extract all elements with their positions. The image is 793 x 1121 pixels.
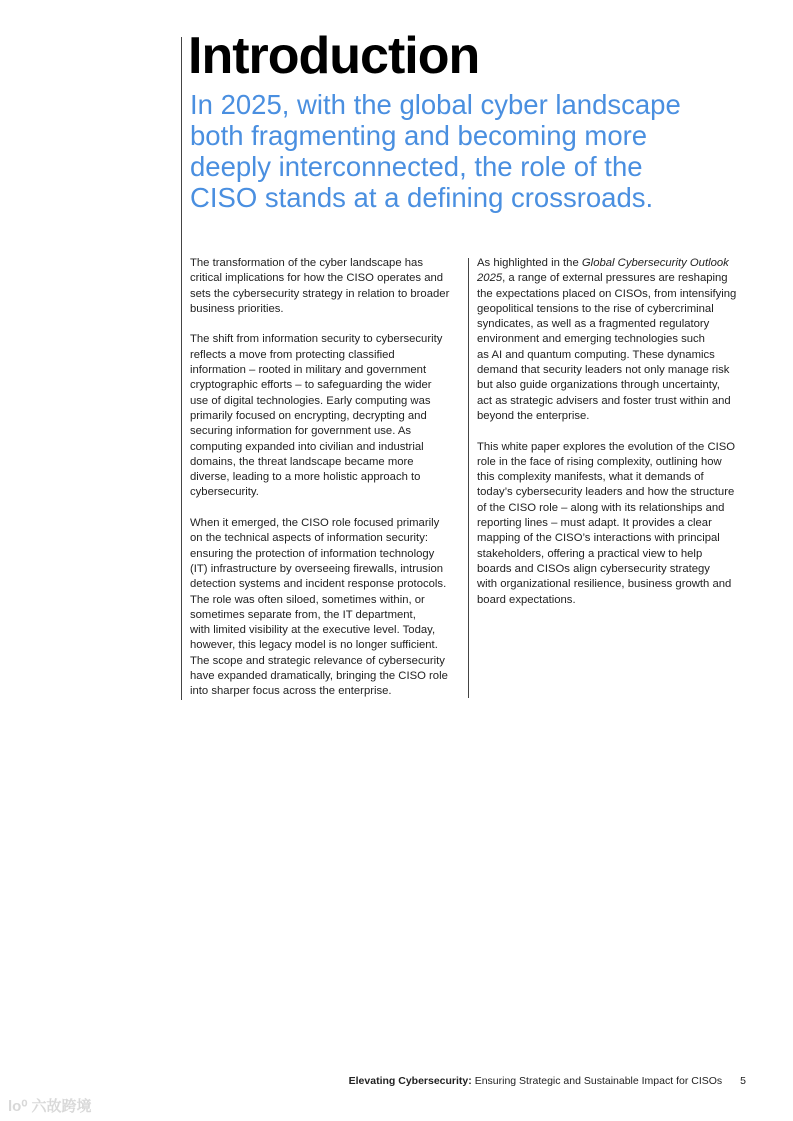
lede-line: deeply interconnected, the role of the xyxy=(190,151,643,182)
left-body-column xyxy=(190,256,462,715)
text-line: (IT) infrastructure by overseeing firewalls, intrusion xyxy=(190,562,444,575)
text-line: The role was often siloed, sometimes within, or xyxy=(190,593,425,606)
column-divider-rule xyxy=(468,258,469,698)
text-line: boards and CISOs align cybersecurity strategy xyxy=(477,562,710,575)
text-fragment: , a range of external pressures are reshaping xyxy=(502,272,728,285)
text-line: cryptographic efforts – to safeguarding the wider xyxy=(190,379,432,392)
body-paragraph-2 xyxy=(190,332,462,500)
text-line: ensuring the protection of information technology xyxy=(190,547,435,560)
text-line: domains, the threat landscape became more xyxy=(190,455,414,468)
body-paragraph-3 xyxy=(190,516,462,700)
lede-line: In 2025, with the global cyber landscape xyxy=(190,89,681,120)
text-line: critical implications for how the CISO operates and xyxy=(190,272,444,285)
watermark-logo: lo⁰ 六故跨境 xyxy=(8,1098,92,1115)
intro-text: As highlighted in the xyxy=(477,257,582,269)
page-footer xyxy=(349,1075,746,1087)
text-line: this complexity manifests, what it demands of xyxy=(477,471,704,484)
page-title: Introduction xyxy=(188,27,480,85)
text-line: mapping of the CISO’s interactions with principal xyxy=(477,532,720,545)
text-line: detection systems and incident response protocols. xyxy=(190,578,447,591)
text-line xyxy=(477,256,749,271)
text-line: primarily focused on encrypting, decrypting and xyxy=(190,409,427,422)
text-line: diverse, leading to a more holistic approach to xyxy=(190,471,421,484)
text-line: act as strategic advisers and foster trust within and xyxy=(477,394,731,407)
text-line: with limited visibility at the executive level. Today, xyxy=(190,624,436,637)
footer-publication-title: Elevating Cybersecurity: xyxy=(348,1075,472,1087)
text-line: reporting lines – must adapt. It provides a clear xyxy=(477,517,712,530)
text-line: however, this legacy model is no longer sufficient. xyxy=(190,639,438,652)
text-line: information – rooted in military and government xyxy=(190,364,427,377)
text-line: of the CISO role – along with its relationships and xyxy=(477,501,725,514)
text-line: The transformation of the cyber landscape has xyxy=(190,257,423,269)
text-line: geopolitical tensions to the rise of cybercriminal xyxy=(477,302,714,315)
body-paragraph-4 xyxy=(477,256,749,424)
text-line xyxy=(477,271,749,286)
text-line: The shift from information security to cybersecurity xyxy=(190,333,443,346)
report-year-citation: 2025 xyxy=(477,272,503,285)
text-line: securing information for government use. As xyxy=(190,425,412,438)
text-line: as AI and quantum computing. These dynamics xyxy=(477,348,715,361)
text-line: today’s cybersecurity leaders and how the structure xyxy=(477,486,735,499)
text-line: environment and emerging technologies such xyxy=(477,333,705,346)
left-vertical-rule xyxy=(181,37,182,700)
text-line: role in the face of rising complexity, outlining how xyxy=(477,455,722,468)
text-line: cybersecurity. xyxy=(190,486,259,499)
page-number: 5 xyxy=(740,1075,746,1087)
right-body-column xyxy=(477,256,749,623)
text-line: the expectations placed on CISOs, from intensifying xyxy=(477,287,737,300)
text-line: board expectations. xyxy=(477,593,576,606)
text-line: The scope and strategic relevance of cybersecurity xyxy=(190,654,445,667)
text-line: have expanded dramatically, bringing the CISO role xyxy=(190,670,448,683)
text-line: beyond the enterprise. xyxy=(477,409,590,422)
body-paragraph-5 xyxy=(477,440,749,608)
text-line: with organizational resilience, business growth and xyxy=(477,578,732,591)
text-line: use of digital technologies. Early computing was xyxy=(190,394,431,407)
text-line: into sharper focus across the enterprise. xyxy=(190,685,392,698)
text-line: syndicates, as well as a fragmented regulatory xyxy=(477,318,710,331)
report-title-citation: Global Cybersecurity Outlook xyxy=(581,257,729,269)
text-line: on the technical aspects of information security: xyxy=(190,532,428,545)
text-line: computing expanded into civilian and industrial xyxy=(190,440,424,453)
text-line: business priorities. xyxy=(190,302,284,315)
text-line: demand that security leaders not only manage risk xyxy=(477,364,730,377)
lede-heading xyxy=(190,89,690,213)
text-line: When it emerged, the CISO role focused primarily xyxy=(190,517,440,530)
text-line: This white paper explores the evolution of the CISO xyxy=(477,440,736,453)
text-line: sets the cybersecurity strategy in relation to broader xyxy=(190,287,450,300)
lede-line: CISO stands at a defining crossroads. xyxy=(190,182,654,213)
text-line: stakeholders, offering a practical view to help xyxy=(477,547,703,560)
lede-line: both fragmenting and becoming more xyxy=(190,120,648,151)
text-line: reflects a move from protecting classified xyxy=(190,348,395,361)
body-paragraph-1 xyxy=(190,256,462,317)
text-line: but also guide organizations through uncertainty, xyxy=(477,379,720,392)
footer-publication-subtitle: Ensuring Strategic and Sustainable Impact for CISOs xyxy=(471,1075,723,1087)
text-line: sometimes separate from, the IT department, xyxy=(190,608,416,621)
